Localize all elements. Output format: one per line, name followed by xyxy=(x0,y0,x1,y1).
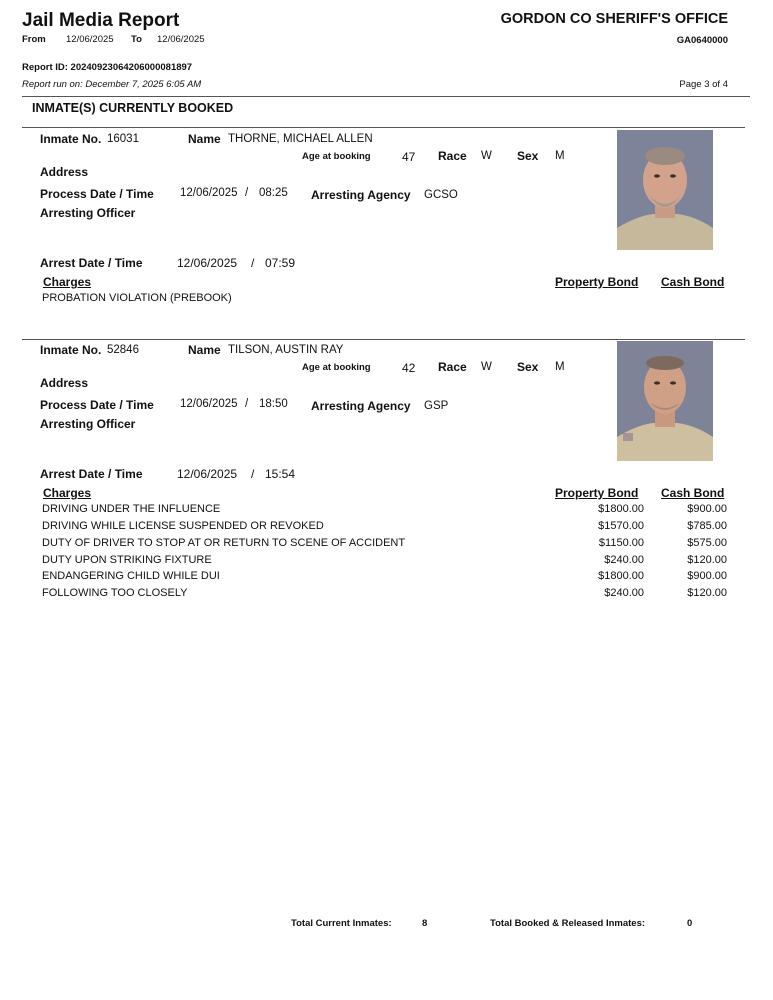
property-bond-header: Property Bond xyxy=(555,275,639,289)
arresting-agency-value: GCSO xyxy=(424,189,458,201)
property-bond-value: $1150.00 xyxy=(598,537,644,549)
cash-bond-value: $120.00 xyxy=(687,554,727,566)
charge-row xyxy=(42,292,730,308)
arresting-agency-label: Arresting Agency xyxy=(311,188,411,202)
property-bond-value: $1570.00 xyxy=(598,520,644,532)
race-label: Race xyxy=(438,360,467,374)
charge-row xyxy=(42,570,730,586)
name-value: TILSON, AUSTIN RAY xyxy=(228,344,344,356)
page-number: Page 3 of 4 xyxy=(679,79,728,90)
process-date-label: Process Date / Time xyxy=(40,398,154,412)
charges-header: Charges xyxy=(43,486,92,500)
report-run-on: Report run on: December 7, 2025 6:05 AM xyxy=(22,79,202,90)
to-date: 12/06/2025 xyxy=(157,34,205,45)
arrest-time-value: 15:54 xyxy=(265,467,296,481)
age-label: Age at booking xyxy=(302,151,371,162)
total-booked-released-value: 0 xyxy=(687,918,693,929)
to-label: To xyxy=(131,34,142,45)
charge-name: DUTY UPON STRIKING FIXTURE xyxy=(42,554,212,566)
charge-name: DRIVING UNDER THE INFLUENCE xyxy=(42,503,221,515)
date-time-separator: / xyxy=(251,467,255,481)
process-date-value: 12/06/2025 xyxy=(180,398,238,410)
property-bond-value: $1800.00 xyxy=(598,503,644,515)
property-bond-header: Property Bond xyxy=(555,486,639,500)
section-divider xyxy=(22,127,745,128)
sex-value: M xyxy=(555,150,565,162)
cash-bond-value: $120.00 xyxy=(687,587,727,599)
from-label: From xyxy=(22,34,46,45)
sex-value: M xyxy=(555,361,565,373)
cash-bond-value: $900.00 xyxy=(687,503,727,515)
process-time-value: 08:25 xyxy=(259,187,288,199)
report-id: Report ID: 20240923064206000081897 xyxy=(22,62,193,73)
process-date-value: 12/06/2025 xyxy=(180,187,238,199)
charge-row xyxy=(42,537,730,553)
header-divider xyxy=(22,96,750,97)
charge-name: FOLLOWING TOO CLOSELY xyxy=(42,587,188,599)
charge-name: PROBATION VIOLATION (PREBOOK) xyxy=(42,292,232,304)
charge-row xyxy=(42,587,730,603)
property-bond-value: $240.00 xyxy=(604,587,644,599)
arrest-date-label: Arrest Date / Time xyxy=(40,256,143,270)
inmate-no-value: 52846 xyxy=(107,344,139,356)
race-value: W xyxy=(481,361,492,373)
agency-name: GORDON CO SHERIFF'S OFFICE xyxy=(500,11,728,27)
arresting-officer-label: Arresting Officer xyxy=(40,206,136,220)
arrest-date-value: 12/06/2025 xyxy=(177,256,238,270)
sex-label: Sex xyxy=(517,149,539,163)
property-bond-value: $1800.00 xyxy=(598,570,644,582)
age-value: 42 xyxy=(402,361,416,375)
race-label: Race xyxy=(438,149,467,163)
age-value: 47 xyxy=(402,150,416,164)
arrest-date-label: Arrest Date / Time xyxy=(40,467,143,481)
charge-row xyxy=(42,554,730,570)
cash-bond-header: Cash Bond xyxy=(661,486,725,500)
charge-name: DRIVING WHILE LICENSE SUSPENDED OR REVOKED xyxy=(42,520,324,532)
section-title: INMATE(S) CURRENTLY BOOKED xyxy=(32,101,234,115)
inmate-no-label: Inmate No. xyxy=(40,343,102,357)
arresting-officer-label: Arresting Officer xyxy=(40,417,136,431)
agency-code: GA0640000 xyxy=(676,35,728,46)
cash-bond-value: $785.00 xyxy=(687,520,727,532)
process-date-label: Process Date / Time xyxy=(40,187,154,201)
report-title: Jail Media Report xyxy=(22,10,180,31)
property-bond-value: $240.00 xyxy=(604,554,644,566)
charge-row xyxy=(42,520,730,536)
arrest-time-value: 07:59 xyxy=(265,256,296,270)
arresting-agency-value: GSP xyxy=(424,400,449,412)
arrest-date-value: 12/06/2025 xyxy=(177,467,238,481)
charge-name: ENDANGERING CHILD WHILE DUI xyxy=(42,570,220,582)
total-booked-released-label: Total Booked & Released Inmates: xyxy=(490,918,646,929)
cash-bond-header: Cash Bond xyxy=(661,275,725,289)
name-label: Name xyxy=(188,132,221,146)
date-time-separator: / xyxy=(245,187,249,199)
cash-bond-value: $900.00 xyxy=(687,570,727,582)
process-time-value: 18:50 xyxy=(259,398,288,410)
total-current-value: 8 xyxy=(422,918,428,929)
record-divider xyxy=(22,339,745,340)
charges-header: Charges xyxy=(43,275,92,289)
race-value: W xyxy=(481,150,492,162)
date-time-separator: / xyxy=(245,398,249,410)
sex-label: Sex xyxy=(517,360,539,374)
inmate-no-label: Inmate No. xyxy=(40,132,102,146)
address-label: Address xyxy=(40,165,89,179)
charge-name: DUTY OF DRIVER TO STOP AT OR RETURN TO SCENE OF ACCIDENT xyxy=(42,537,406,549)
from-date: 12/06/2025 xyxy=(66,34,114,45)
age-label: Age at booking xyxy=(302,362,371,373)
cash-bond-value: $575.00 xyxy=(687,537,727,549)
address-label: Address xyxy=(40,376,89,390)
charge-row xyxy=(42,503,730,519)
mugshot-photo xyxy=(617,341,713,461)
name-value: THORNE, MICHAEL ALLEN xyxy=(228,133,373,145)
date-time-separator: / xyxy=(251,256,255,270)
arresting-agency-label: Arresting Agency xyxy=(311,399,411,413)
total-current-label: Total Current Inmates: xyxy=(291,918,392,929)
mugshot-photo xyxy=(617,130,713,250)
name-label: Name xyxy=(188,343,221,357)
inmate-no-value: 16031 xyxy=(107,133,139,145)
